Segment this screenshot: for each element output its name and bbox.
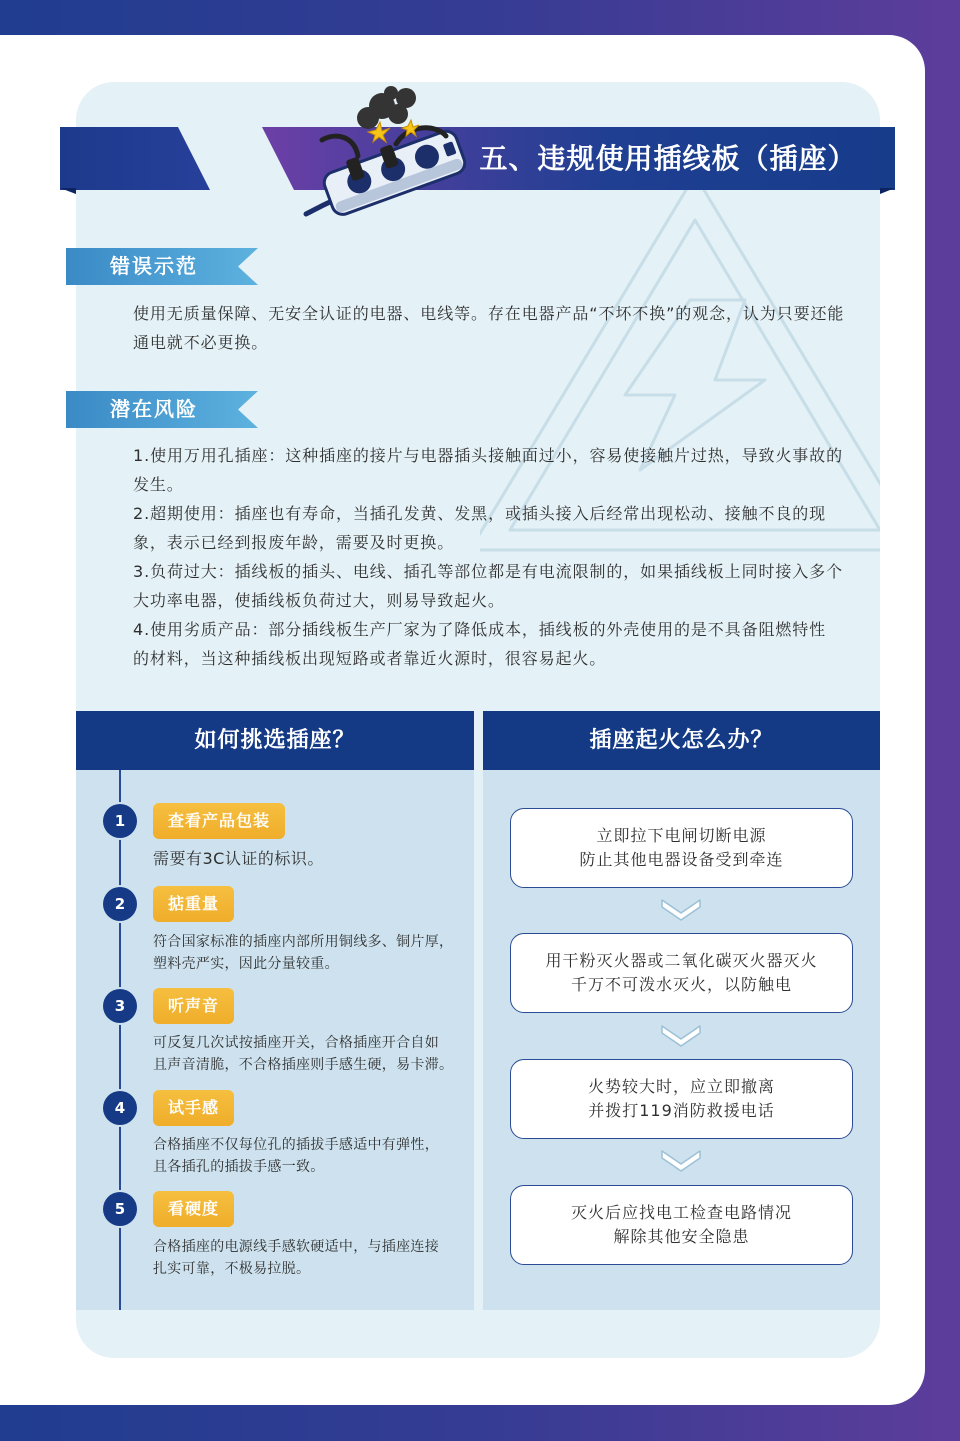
fire-step-line: 并拨打119消防救援电话 [588, 1101, 775, 1120]
fire-step-line: 火势较大时，应立即撤离 [587, 1077, 775, 1096]
step-label-tag: 听声音 [153, 988, 234, 1024]
risk-item-line: 的材料，当这种插线板出现短路或者靠近火源时，很容易起火。 [133, 649, 607, 668]
step-description [153, 1032, 453, 1076]
page-title: 五、违规使用插线板（插座） [479, 142, 857, 175]
timeline-line [119, 770, 121, 1310]
chevron-down-icon [661, 1150, 701, 1172]
smoking-power-strip-icon [296, 84, 476, 219]
risk-item [133, 499, 843, 557]
smoke-icon [357, 86, 416, 129]
mistake-section-label: 错误示范 [110, 254, 198, 278]
fire-step-line: 解除其他安全隐患 [613, 1227, 750, 1246]
step-description-line: 且声音清脆，不合格插座则手感生硬，易卡滞。 [153, 1057, 454, 1073]
step-description-line: 需要有3C认证的标识。 [153, 849, 324, 868]
step-description-line: 可反复几次试按插座开关，合格插座开合自如 [153, 1035, 439, 1051]
step-description [153, 1134, 439, 1178]
step-description-line: 且各插孔的插拔手感一致。 [153, 1159, 325, 1175]
fire-step-box [510, 808, 853, 888]
socket-fire-title: 插座起火怎么办？ [483, 711, 880, 770]
fire-step-line: 立即拉下电闸切断电源 [596, 826, 767, 845]
step-description [153, 931, 453, 975]
step-label-tag: 试手感 [153, 1090, 234, 1126]
risk-item-line: 4.使用劣质产品：部分插线板生产厂家为了降低成本，插线板的外壳使用的是不具备阻燃特性 [133, 620, 827, 639]
risk-item-line: 3.负荷过大：插线板的插头、电线、插孔等部位都是有电流限制的，如果插线板上同时接入多个 [133, 562, 843, 581]
risk-item-line: 发生。 [133, 475, 184, 494]
risk-item-line: 大功率电器，使插线板负荷过大，则易导致起火。 [133, 591, 505, 610]
fire-step-box [510, 1059, 853, 1139]
step-number-badge: 4 [103, 1091, 137, 1125]
risk-item [133, 441, 843, 499]
mistake-text-line: 使用无质量保障、无安全认证的电器、电线等。存在电器产品“不坏不换”的观念，认为只要还能 [133, 304, 845, 323]
step-label-tag: 看硬度 [153, 1191, 234, 1227]
risk-list [133, 441, 843, 673]
step-number-badge: 1 [103, 804, 137, 838]
mistake-text-line: 通电就不必更换。 [133, 333, 269, 352]
step-description-line: 扎实可靠，不极易拉脱。 [153, 1261, 311, 1277]
step-number-badge: 2 [103, 887, 137, 921]
chevron-down-icon [661, 1025, 701, 1047]
step-description-line: 符合国家标准的插座内部所用铜线多、铜片厚， [153, 934, 454, 950]
step-label-tag: 掂重量 [153, 886, 234, 922]
fire-step-box [510, 1185, 853, 1265]
risk-item-line: 1.使用万用孔插座：这种插座的接片与电器插头接触面过小，容易使接触片过热，导致火事故的 [133, 446, 843, 465]
risk-item-line: 2.超期使用：插座也有寿命，当插孔发黄、发黑，或插头接入后经常出现松动、接触不良的现 [133, 504, 827, 523]
step-description-line: 合格插座的电源线手感软硬适中，与插座连接 [153, 1239, 439, 1255]
step-description [153, 1236, 439, 1280]
choose-socket-column [76, 711, 474, 1310]
step-description-line: 合格插座不仅每位孔的插拔手感适中有弹性， [153, 1137, 439, 1153]
socket-fire-column [483, 711, 880, 1310]
step-description [153, 848, 324, 870]
mistake-paragraph [133, 299, 844, 357]
step-number-badge: 5 [103, 1192, 137, 1226]
fire-step-line: 用干粉灭火器或二氧化碳灭火器灭火 [545, 951, 818, 970]
fire-step-box [510, 933, 853, 1013]
risk-item [133, 557, 843, 615]
choose-socket-title: 如何挑选插座？ [76, 711, 474, 770]
step-description-line: 塑料壳严实，因此分量较重。 [153, 956, 339, 972]
fire-step-line: 防止其他电器设备受到牵连 [579, 850, 784, 869]
risk-item [133, 615, 843, 673]
risk-section-label: 潜在风险 [110, 397, 198, 421]
step-label-tag: 查看产品包装 [153, 803, 285, 839]
chevron-down-icon [661, 899, 701, 921]
risk-item-line: 象，表示已经到报废年龄，需要及时更换。 [133, 533, 455, 552]
step-number-badge: 3 [103, 989, 137, 1023]
fire-step-line: 灭火后应找电工检查电路情况 [570, 1203, 792, 1222]
fire-step-line: 千万不可泼水灭火，以防触电 [570, 975, 792, 994]
